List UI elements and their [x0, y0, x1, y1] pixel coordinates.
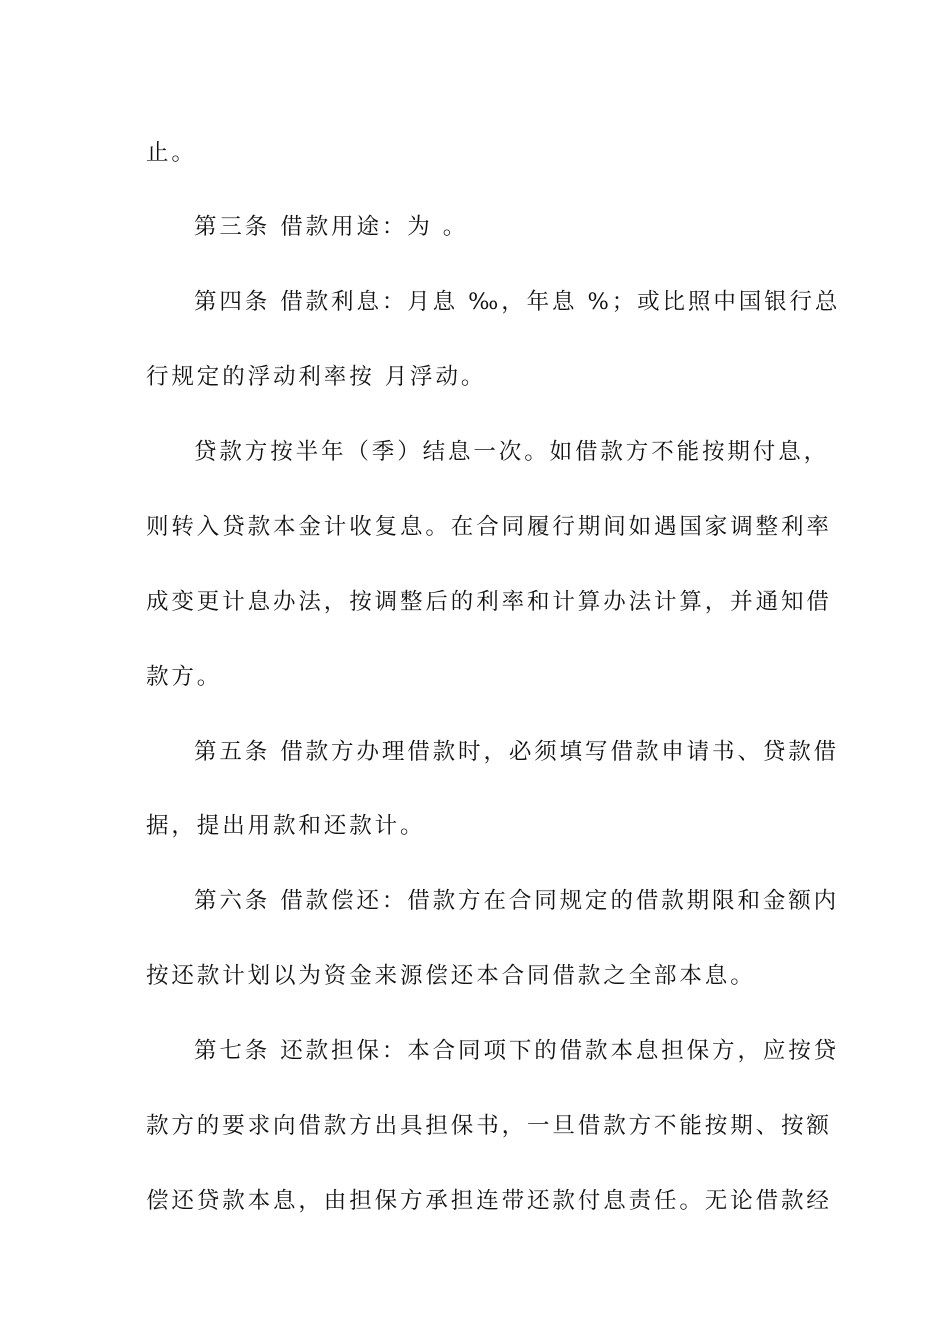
- article-6-repayment: 第六条 借款偿还：借款方在合同规定的借款期限和金额内: [194, 888, 840, 914]
- article-3-purpose: 第三条 借款用途：为 。: [194, 214, 469, 240]
- article-4-interest: 第四条 借款利息：月息 ‰，年息 %；或比照中国银行总: [194, 289, 841, 315]
- text-line-8: 款方。: [146, 664, 223, 690]
- text-line-10: 据，提出用款和还款计。: [146, 813, 426, 839]
- text-line-6: 则转入贷款本金计收复息。在合同履行期间如遇国家调整利率: [146, 514, 832, 540]
- text-line-1: 止。: [146, 140, 197, 166]
- article-5-application: 第五条 借款方办理借款时，必须填写借款申请书、贷款借: [194, 739, 840, 765]
- text-line-4: 行规定的浮动利率按 月浮动。: [146, 364, 487, 390]
- text-line-15: 偿还贷款本息，由担保方承担连带还款付息责任。无论借款经: [146, 1188, 832, 1214]
- text-line-14: 款方的要求向借款方出具担保书，一旦借款方不能按期、按额: [146, 1113, 832, 1139]
- text-line-12: 按还款计划以为资金来源偿还本合同借款之全部本息。: [146, 963, 756, 989]
- text-line-7: 成变更计息办法，按调整后的利率和计算办法计算，并通知借: [146, 589, 832, 615]
- interest-settlement-paragraph: 贷款方按半年（季）结息一次。如借款方不能按期付息，: [194, 439, 830, 465]
- article-7-guarantee: 第七条 还款担保：本合同项下的借款本息担保方，应按贷: [194, 1038, 840, 1064]
